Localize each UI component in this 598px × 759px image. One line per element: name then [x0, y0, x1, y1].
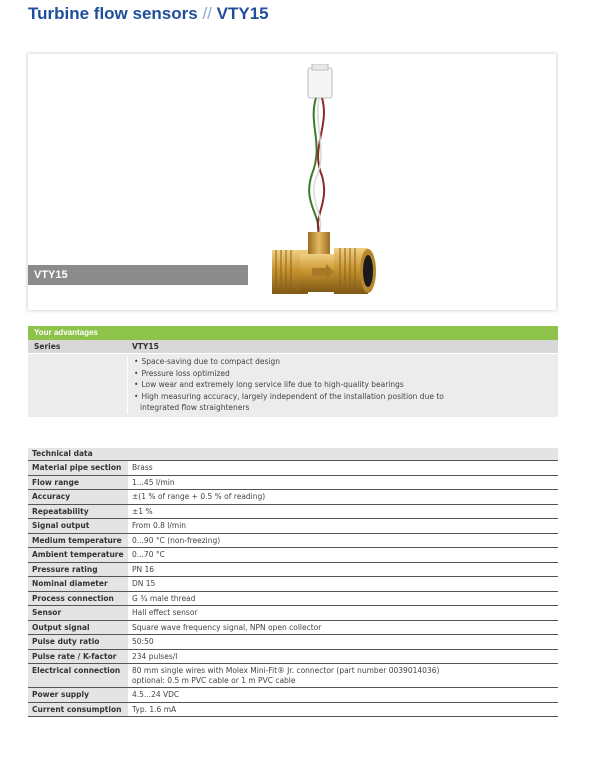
product-photo	[238, 64, 388, 294]
row-value-line: optional: 0.5 m PVC cable or 1 m PVC cable	[132, 675, 296, 685]
row-value: 234 pulses/l	[132, 651, 178, 661]
list-item: • Low wear and extremely long service life due to high-quality bearings	[132, 379, 558, 391]
table-row	[28, 534, 558, 549]
wire-green	[309, 98, 318, 236]
advantages-list	[132, 356, 558, 414]
row-key: Pressure rating	[28, 563, 128, 577]
table-row	[28, 505, 558, 520]
advantages-body	[28, 354, 558, 417]
row-key: Process connection	[28, 592, 128, 606]
page-title	[28, 4, 269, 24]
table-row	[28, 635, 558, 650]
row-key: Nominal diameter	[28, 577, 128, 591]
row-key: Pulse duty ratio	[28, 635, 128, 649]
series-value: VTY15	[132, 342, 159, 351]
list-item: • Space-saving due to compact design	[132, 356, 558, 368]
row-value: 0...90 °C (non-freezing)	[132, 535, 221, 545]
table-row	[28, 476, 558, 491]
table-row	[28, 664, 558, 688]
table-row	[28, 688, 558, 703]
row-key: Output signal	[28, 621, 128, 635]
row-value: Hall effect sensor	[132, 608, 198, 617]
row-key: Repeatability	[28, 505, 128, 519]
row-value: 1...45 l/min	[132, 477, 175, 487]
table-row	[28, 519, 558, 534]
advantages-series-row	[28, 340, 558, 354]
row-value: DN 15	[132, 579, 156, 588]
row-key: Medium temperature	[28, 534, 128, 548]
row-value-line: 80 mm single wires with Molex Mini-Fit® Jr. connector (part number 0039014036)	[132, 666, 440, 675]
product-label-bar: VTY15	[28, 265, 248, 285]
title-main: Turbine flow sensors	[28, 4, 198, 23]
row-key: Current consumption	[28, 703, 128, 717]
row-key: Signal output	[28, 519, 128, 533]
title-separator: //	[202, 4, 212, 23]
row-key: Material pipe section	[28, 461, 128, 475]
table-row	[28, 490, 558, 505]
table-row	[28, 621, 558, 636]
row-value: PN 16	[132, 564, 155, 574]
row-value: G ¾ male thread	[132, 593, 196, 603]
list-item: • Pressure loss optimized	[132, 368, 558, 380]
table-row	[28, 577, 558, 592]
row-value: Brass	[132, 463, 153, 472]
row-key: Accuracy	[28, 490, 128, 504]
product-image-panel	[28, 54, 556, 310]
row-value: ±(1 % of range + 0.5 % of reading)	[132, 492, 266, 501]
table-row	[28, 703, 558, 718]
table-row	[28, 650, 558, 665]
table-row	[28, 563, 558, 578]
technical-data-heading: Technical data	[28, 448, 558, 461]
row-value: 4.5...24 VDC	[132, 690, 180, 699]
row-value: From 0.8 l/min	[132, 521, 187, 530]
advantages-heading: Your advantages	[28, 326, 558, 340]
row-key: Ambient temperature	[28, 548, 128, 562]
technical-data-table	[28, 448, 558, 717]
row-value: Typ. 1.6 mA	[132, 704, 177, 714]
list-item: • High measuring accuracy, largely independent of the installation position due to integrated flow straighteners	[132, 391, 558, 414]
row-value: Square wave frequency signal, NPN open collector	[132, 622, 322, 632]
table-row	[28, 548, 558, 563]
row-value: ±1 %	[132, 506, 153, 516]
series-label: Series	[34, 342, 61, 351]
row-key: Electrical connection	[28, 664, 128, 687]
row-key: Sensor	[28, 606, 128, 620]
brass-body	[272, 248, 376, 294]
table-row	[28, 461, 558, 476]
row-key: Flow range	[28, 476, 128, 490]
connector	[308, 68, 332, 98]
table-row	[28, 606, 558, 621]
row-value: 0...70 °C	[132, 550, 165, 559]
title-model: VTY15	[216, 4, 269, 23]
row-key: Pulse rate / K-factor	[28, 650, 128, 664]
row-key: Power supply	[28, 688, 128, 702]
row-value	[128, 664, 558, 687]
row-value: 50:50	[132, 637, 154, 646]
advantages-section	[28, 326, 558, 417]
table-row	[28, 592, 558, 607]
